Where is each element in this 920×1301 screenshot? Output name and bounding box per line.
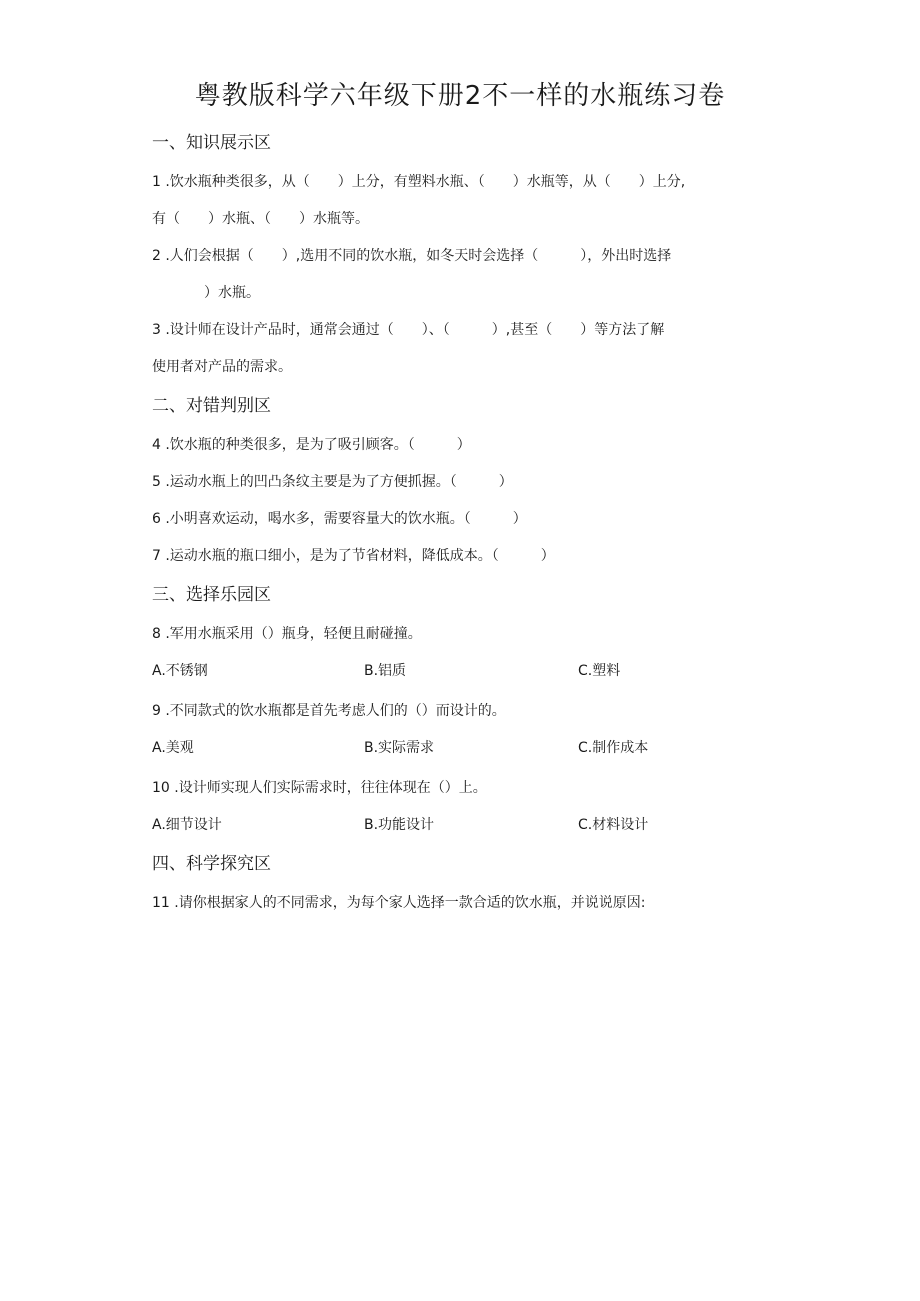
question-5: 5 .运动水瓶上的凹凸条纹主要是为了方便抓握。（ ）	[152, 474, 513, 490]
question-7: 7 .运动水瓶的瓶口细小，是为了节省材料，降低成本。（ ）	[152, 548, 555, 564]
page-title: 粤教版科学六年级下册2不一样的水瓶练习卷	[194, 81, 726, 111]
question-9: 9 .不同款式的饮水瓶都是首先考虑人们的（）而设计的。	[152, 703, 506, 719]
question-4: 4 .饮水瓶的种类很多，是为了吸引顾客。（ ）	[152, 437, 471, 453]
question-10-option-b: B.功能设计	[364, 817, 435, 833]
question-9-option-b: B.实际需求	[364, 740, 435, 756]
section-heading-true-false: 二、对错判别区	[152, 396, 271, 416]
question-8-option-c: C.塑料	[578, 663, 621, 679]
question-10-option-a: A.细节设计	[152, 817, 222, 833]
question-10-option-c: C.材料设计	[578, 817, 649, 833]
section-heading-choice: 三、选择乐园区	[152, 585, 271, 605]
question-10: 10 .设计师实现人们实际需求时，往往体现在（）上。	[152, 780, 487, 796]
question-2-line-2: ）水瓶。	[204, 285, 260, 301]
question-2-line-1: 2 .人们会根据（ ）,选用不同的饮水瓶，如冬天时会选择（ ），外出时选择	[152, 248, 672, 264]
question-6: 6 .小明喜欢运动，喝水多，需要容量大的饮水瓶。（ ）	[152, 511, 527, 527]
question-3-line-2: 使用者对产品的需求。	[152, 359, 292, 375]
question-1-line-2: 有（ ）水瓶、（ ）水瓶等。	[152, 211, 369, 227]
section-heading-knowledge: 一、知识展示区	[152, 133, 271, 153]
question-11: 11 .请你根据家人的不同需求，为每个家人选择一款合适的饮水瓶，并说说原因:	[152, 895, 646, 911]
question-9-option-a: A.美观	[152, 740, 194, 756]
question-9-option-c: C.制作成本	[578, 740, 649, 756]
section-heading-inquiry: 四、科学探究区	[152, 854, 271, 874]
question-8-option-b: B.铝质	[364, 663, 407, 679]
question-8: 8 .军用水瓶采用（）瓶身，轻便且耐碰撞。	[152, 626, 422, 642]
question-1-line-1: 1 .饮水瓶种类很多，从（ ）上分，有塑料水瓶、（ ）水瓶等，从（ ）上分,	[152, 174, 686, 190]
question-3-line-1: 3 .设计师在设计产品时，通常会通过（ ）、（ ）,甚至（ ）等方法了解	[152, 322, 665, 338]
question-8-option-a: A.不锈钢	[152, 663, 208, 679]
